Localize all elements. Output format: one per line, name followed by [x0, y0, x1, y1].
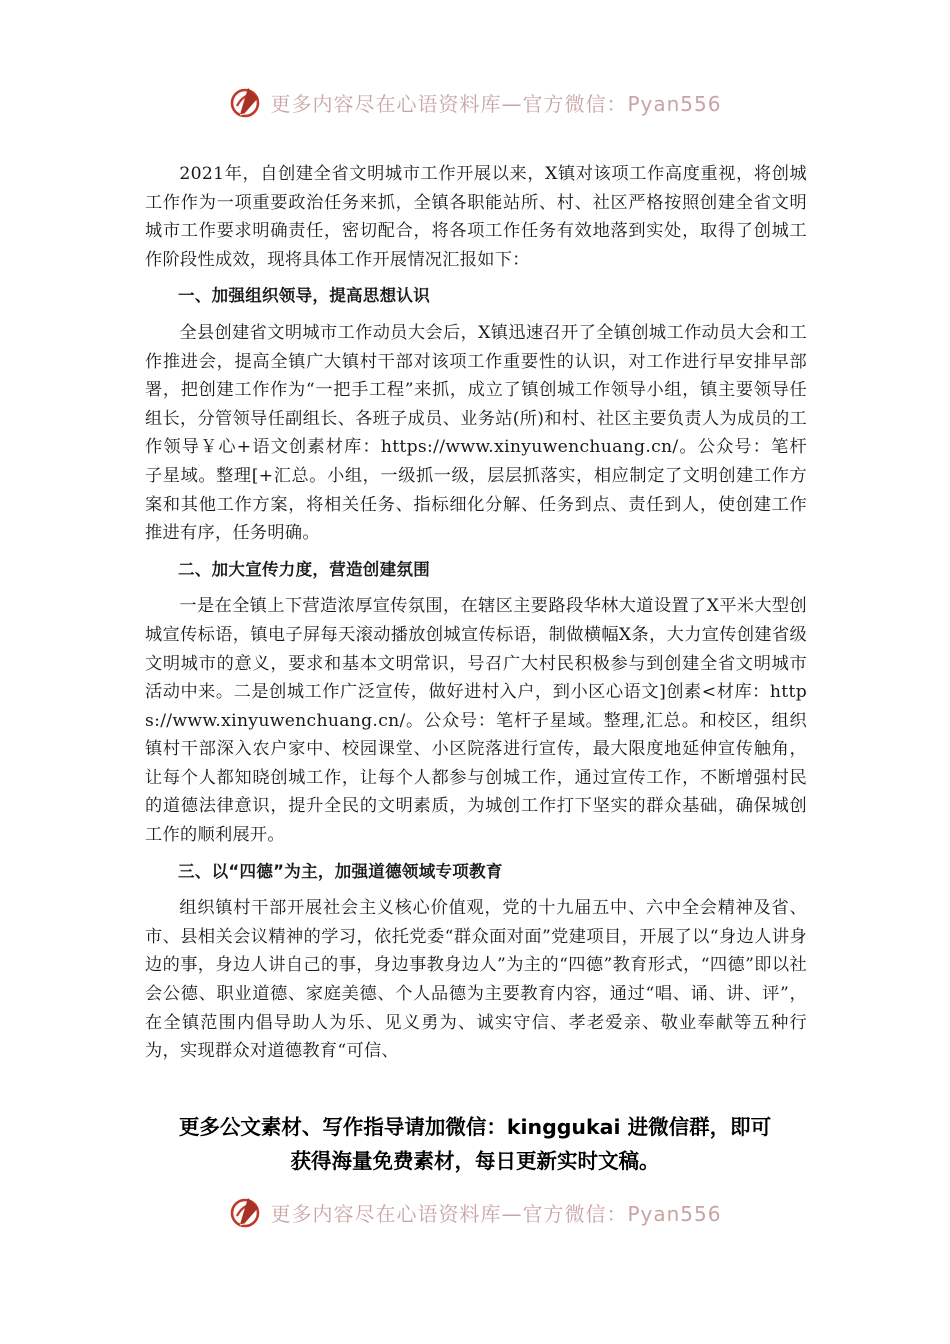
header-banner [0, 80, 950, 124]
section-body-1: 全县创建省文明城市工作动员大会后，X镇迅速召开了全镇创城工作动员大会和工作推进会，提高全镇广大镇村干部对该项工作重要性的认识，对工作进行早安排早部署，把创建工作作为“一把手工程”来抓，成立了镇创城工作领导小组，镇主要领导任组长，分管领导任副组长、各班子成员、业务站(所)和村、社区主要负责人为成员的工作领导￥心+语文创素材库：https://www.xinyuwenchuang.cn/。公众号：笔杆子星域。整理[+汇总。小组，一级抓一级，层层抓落实，相应制定了文明创建工作方案和其他工作方案，将相关任务、指标细化分解、任务到点、责任到人，使创建工作推进有序，任务明确。 [145, 322, 807, 544]
footer-banner-text: 更多内容尽在心语资料库—官方微信：Pyan556 [270, 1201, 722, 1226]
promo-line-2: 获得海量免费素材，每日更新实时文稿。 [290, 1149, 660, 1173]
promo-line-1: 更多公文素材、写作指导请加微信：kinggukai 进微信群，即可 [178, 1115, 772, 1139]
header-banner-text: 更多内容尽在心语资料库—官方微信：Pyan556 [270, 91, 722, 116]
section-heading-2: 二、加大宣传力度，营造创建氛围 [178, 559, 430, 579]
section-body-2: 一是在全镇上下营造浓厚宣传氛围，在辖区主要路段华林大道设置了X平米大型创城宣传标语，镇电子屏每天滚动播放创城宣传标语，制做横幅X条，大力宣传创建省级文明城市的意义，要求和基本文明常识，号召广大村民积极参与到创建全省文明城市活动中来。二是创城工作广泛宣传，做好进村入户，到小区心语文]创素<材库：https://www.xinyuwenchuang.cn/。公众号：笔杆子星域。整理,汇总。和校区，组织镇村干部深入农户家中、校园课堂、小区院落进行宣传，最大限度地延伸宣传触角，让每个人都知晓创城工作，让每个人都参与创城工作，通过宣传工作，不断增强村民的道德法律意识，提升全民的文明素质，为城创工作打下坚实的群众基础，确保城创工作的顺利展开。 [145, 596, 807, 846]
pen-swirl-logo-icon [228, 84, 264, 120]
pen-swirl-logo-icon [228, 1194, 264, 1230]
section-heading-3: 三、以“四德”为主，加强道德领域专项教育 [178, 861, 503, 881]
section-body-3: 组织镇村干部开展社会主义核心价值观，党的十九届五中、六中全会精神及省、市、县相关会议精神的学习，依托党委“群众面对面”党建项目，开展了以“身边人讲身边的事，身边人讲自己的事，身边事教身边人”为主的“四德”教育形式，“四德”即以社会公德、职业道德、家庭美德、个人品德为主要教育内容，通过“唱、诵、讲、评”，在全镇范围内倡导助人为乐、见义勇为、诚实守信、孝老爱亲、敬业奉献等五种行为，实现群众对道德教育“可信、 [145, 898, 807, 1062]
intro-paragraph: 2021年，自创建全省文明城市工作开展以来，X镇对该项工作高度重视，将创城工作作为一项重要政治任务来抓，全镇各职能站所、村、社区严格按照创建全省文明城市工作要求明确责任，密切配合，将各项工作任务有效地落到实处，取得了创城工作阶段性成效，现将具体工作开展情况汇报如下： [145, 164, 807, 270]
footer-banner [0, 1190, 950, 1234]
document-body [145, 160, 807, 1074]
promo-notice [120, 1110, 830, 1178]
section-heading-1: 一、加强组织领导，提高思想认识 [178, 286, 430, 306]
